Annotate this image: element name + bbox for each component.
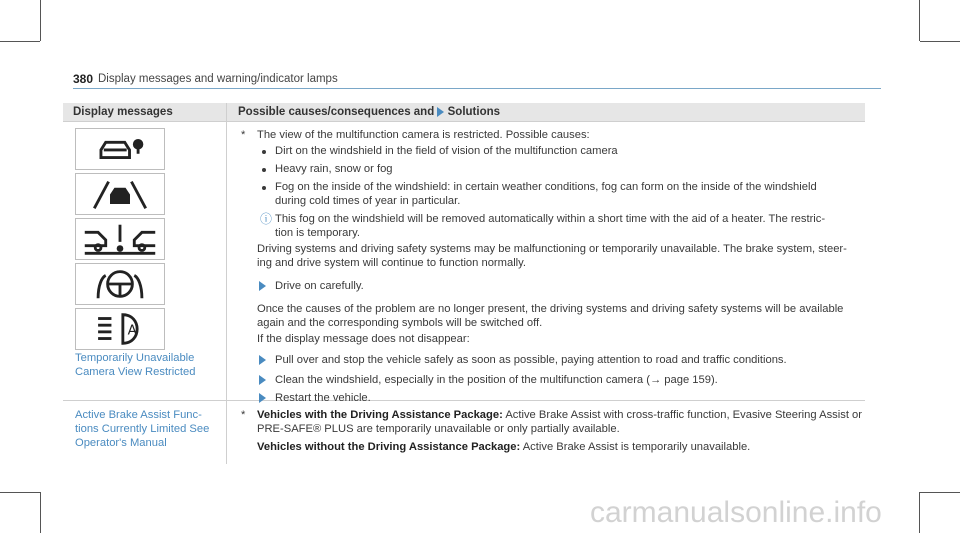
after-line: If the display message does not disappear: [257,333,470,345]
action-arrow-icon [259,373,266,387]
crop-mark [0,492,40,493]
with-package-text2: PRE-SAFE® PLUS are temporarily unavailable or only partially available. [257,423,620,435]
asterisk: * [241,129,246,141]
bullet [262,168,266,172]
action-arrow-icon [259,391,266,405]
bullet [262,150,266,154]
message-temporarily-unavailable: Temporarily Unavailable [75,352,195,364]
display-messages-table [63,103,865,464]
without-package-label: Vehicles without the Driving Assistance Package: [257,441,521,453]
crop-mark [919,0,920,41]
row-divider [63,121,865,122]
col-header-causes-text: Possible causes/consequences and [238,106,435,118]
action-arrow-icon [259,353,266,367]
cause-item-cont: during cold times of year in particular. [275,195,461,207]
message-camera-view-restricted: Camera View Restricted [75,366,196,378]
consequence-line: Driving systems and driving safety systems may be malfunctioning or temporarily unavailable. The brake system, steer- [257,243,847,255]
steering-assist-icon [75,263,165,305]
action-clean-windshield: Clean the windshield, especially in the position of the multifunction camera (→ page 159). [275,374,718,386]
without-package-line [257,440,750,454]
col-header-causes [238,106,500,118]
message-active-brake-assist: Operator's Manual [75,437,167,449]
after-line: again and the corresponding symbols will be switched off. [257,317,543,329]
message-active-brake-assist: tions Currently Limited See [75,423,210,435]
crop-mark [40,0,41,41]
col-header-solutions-text: Solutions [447,106,501,118]
crop-mark [40,492,41,533]
auto-headlamp-icon [75,308,165,350]
asterisk: * [241,409,246,421]
lane-car-icon [75,173,165,215]
crop-mark [919,492,920,533]
action-arrow-icon [259,279,266,293]
with-package-label: Vehicles with the Driving Assistance Package: [257,409,503,421]
table-header [63,103,865,121]
cause-item: Fog on the inside of the windshield: in certain weather conditions, fog can form on the inside of the windshield [275,181,817,193]
cause-item: Heavy rain, snow or fog [275,163,393,175]
after-line: Once the causes of the problem are no longer present, the driving systems and driving safety systems will be available [257,303,844,315]
svg-text:A: A [127,323,137,339]
row-divider [63,400,865,401]
crop-mark [920,492,960,493]
col-header-messages: Display messages [73,106,173,118]
distance-warning-icon [75,218,165,260]
camera-car-icon [75,128,165,170]
column-divider [226,103,227,464]
note-line: This fog on the windshield will be removed automatically within a short time with the aid of a heater. The restric- [275,213,826,225]
page-number: 380 [73,72,94,86]
page-title: Display messages and warning/indicator lamps [98,73,338,85]
action-drive-carefully: Drive on carefully. [275,280,364,292]
info-icon: ⓘ [260,212,273,226]
solutions-arrow-icon [437,107,444,117]
action-pull-over: Pull over and stop the vehicle safely as soon as possible, paying attention to road and traffic conditions. [275,354,787,366]
without-package-text: Active Brake Assist is temporarily unavailable. [522,441,751,453]
with-package-text: Active Brake Assist with cross-traffic function, Evasive Steering Assist or [505,409,862,421]
message-active-brake-assist: Active Brake Assist Func- [75,409,202,421]
cause-item: Dirt on the windshield in the field of vision of the multifunction camera [275,145,618,157]
header-rule [73,88,881,89]
note-line: tion is temporary. [275,227,360,239]
crop-mark [0,41,40,42]
action-restart: Restart the vehicle. [275,392,371,404]
with-package-line [257,408,862,422]
cause-intro: The view of the multifunction camera is restricted. Possible causes: [257,129,590,141]
consequence-line: ing and drive system will continue to function normally. [257,257,527,269]
crop-mark [920,41,960,42]
watermark: carmanualsonline.info [590,496,882,529]
bullet [262,186,266,190]
